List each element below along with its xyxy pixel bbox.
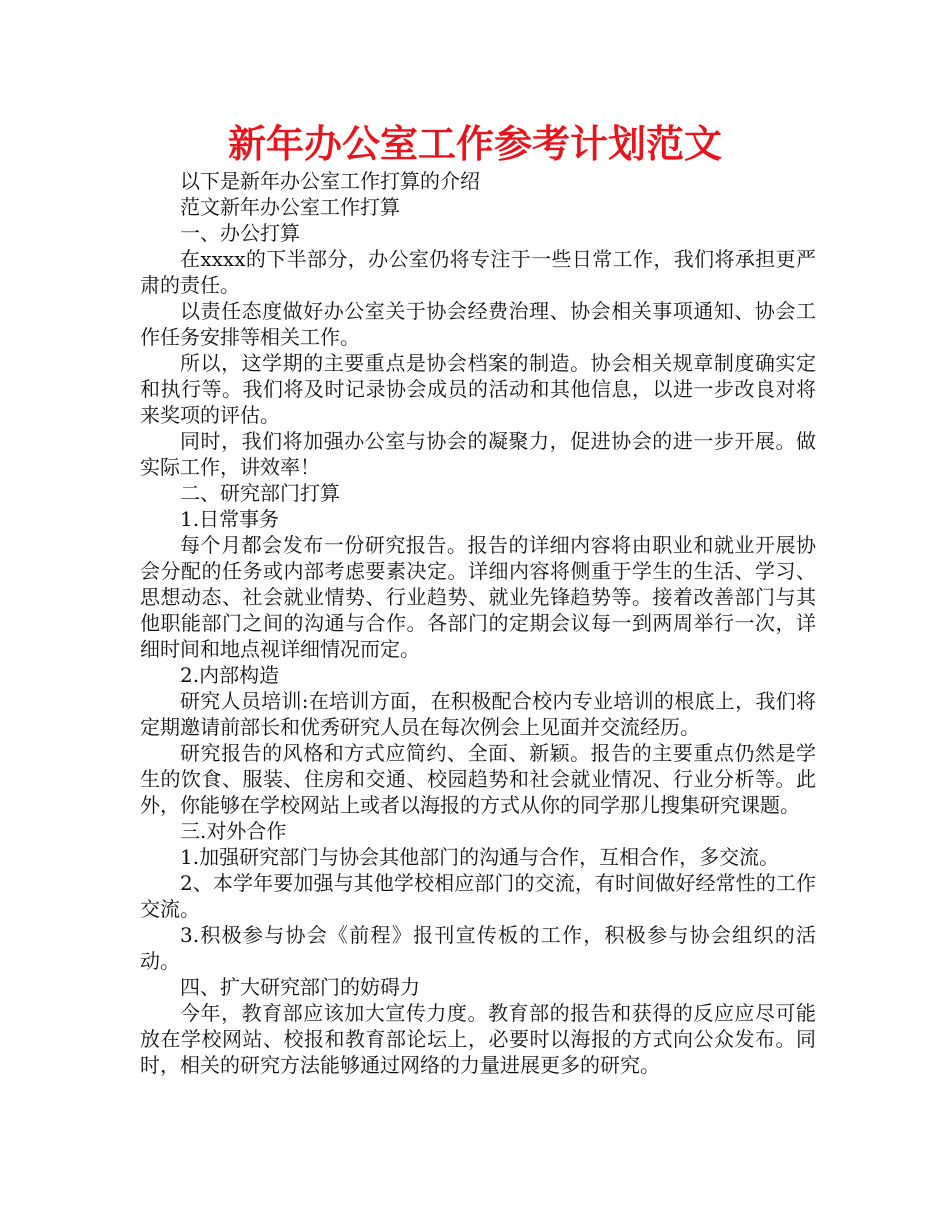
subheading-daily-affairs: 1.日常事务 bbox=[180, 507, 280, 531]
section-heading-research-plan: 二、研究部门打算 bbox=[180, 481, 340, 505]
paragraph: 所以，这学期的主要重点是协会档案的制造。协会相关规章制度确实定和执行等。我们将及时记录协会成员的活动和其他信息，以进一步改良对将来奖项的评估。 bbox=[140, 351, 816, 427]
section-heading-external-cooperation: 三.对外合作 bbox=[180, 819, 287, 843]
list-item: 2、本学年要加强与其他学校相应部门的交流，有时间做好经常性的工作交流。 bbox=[140, 871, 816, 921]
paragraph: 研究报告的风格和方式应简约、全面、新颖。报告的主要重点仍然是学生的饮食、服装、住房和交通、校园趋势和社会就业情况、行业分析等。此外，你能够在学校网站上或者以海报的方式从你的同学那儿搜集研究课题。 bbox=[140, 741, 816, 817]
list-item: 3.积极参与协会《前程》报刊宣传板的工作，积极参与协会组织的活动。 bbox=[140, 923, 816, 973]
paragraph: 研究人员培训:在培训方面，在积极配合校内专业培训的根底上，我们将定期邀请前部长和优秀研究人员在每次例会上见面并交流经历。 bbox=[140, 689, 816, 739]
section-heading-expand-influence: 四、扩大研究部门的妨碍力 bbox=[180, 975, 420, 999]
paragraph: 每个月都会发布一份研究报告。报告的详细内容将由职业和就业开展协会分配的任务或内部考虑要素决定。详细内容将侧重于学生的生活、学习、思想动态、社会就业情势、行业趋势、就业先锋趋势等。接着改善部门与其他职能部门之间的沟通与合作。各部门的定期会议每一到两周举行一次，详细时间和地点视详细情况而定。 bbox=[140, 533, 816, 661]
subheading-internal-structure: 2.内部构造 bbox=[180, 663, 280, 687]
paragraph: 同时，我们将加强办公室与协会的凝聚力，促进协会的进一步开展。做实际工作，讲效率！ bbox=[140, 429, 816, 479]
section-heading-office-plan: 一、办公打算 bbox=[180, 221, 300, 245]
paragraph-subtitle: 范文新年办公室工作打算 bbox=[180, 195, 400, 219]
document-body bbox=[140, 168, 816, 1078]
document-title: 新年办公室工作参考计划范文 bbox=[227, 122, 722, 166]
list-item: 1.加强研究部门与协会其他部门的沟通与合作，互相合作，多交流。 bbox=[180, 845, 780, 869]
paragraph-intro: 以下是新年办公室工作打算的介绍 bbox=[180, 169, 480, 193]
paragraph: 在xxxx的下半部分，办公室仍将专注于一些日常工作，我们将承担更严肃的责任。 bbox=[140, 247, 816, 297]
paragraph: 今年，教育部应该加大宣传力度。教育部的报告和获得的反应应尽可能放在学校网站、校报和教育部论坛上，必要时以海报的方式向公众发布。同时，相关的研究方法能够通过网络的力量进展更多的研究。 bbox=[140, 1001, 816, 1077]
paragraph: 以责任态度做好办公室关于协会经费治理、协会相关事项通知、协会工作任务安排等相关工作。 bbox=[140, 299, 816, 349]
